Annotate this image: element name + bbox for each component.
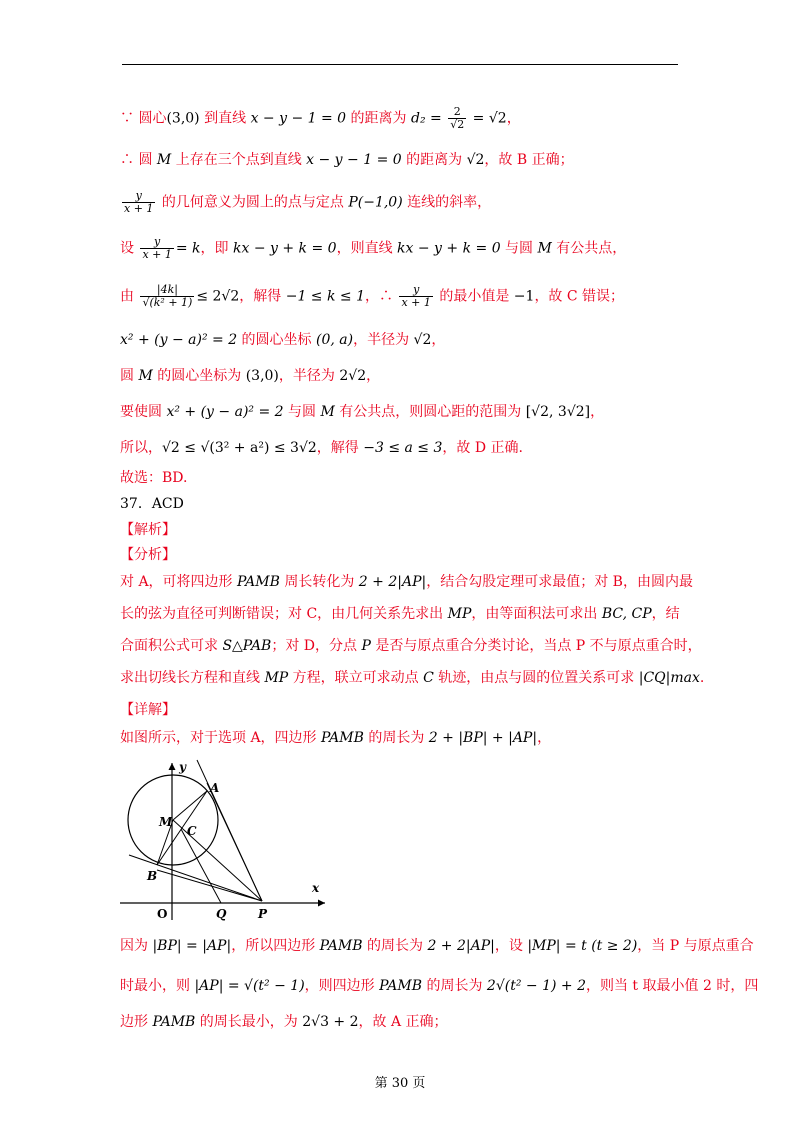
label-m: M: [159, 815, 173, 829]
tag-fenxi: 【分析】: [120, 547, 176, 563]
fraction: $\frac{y}{x + 1}$: [142, 235, 172, 261]
label-x: x: [312, 881, 320, 895]
answer-line: 故选：BD.: [120, 470, 188, 486]
text-line-6: x² + (y − a)² = 2 的圆心坐标 (0, a)，半径为 √2，: [120, 332, 446, 348]
tag-jiexi: 【解析】: [120, 522, 176, 538]
text-line-5: 由 $\frac{|4k|}{\text{√(k² + 1)}}$ ≤ 2√2，解得 −1 ≤ k ≤ 1，∴ $\frac{y}{x + 1}$ 的最小值是 −1，故 C 错误；: [120, 283, 625, 309]
fraction: $\frac{|4k|}{\text{√(k² + 1)}}$: [142, 283, 193, 309]
analysis-line-4: 求出切线长方程和直线 MP 方程，联立可求动点 C 轨迹，由点与圆的位置关系可求 |CQ|max.: [120, 670, 705, 686]
text-line-4: 设 $\frac{y}{x + 1}$ = k，即 kx − y + k = 0，则直线 kx − y + k = 0 与圆 M 有公共点，: [120, 235, 627, 261]
analysis-line-1: 对 A，可将四边形 PAMB 周长转化为 2 + 2|AP|，结合勾股定理可求最值；对 B，由圆内最: [120, 574, 693, 590]
fraction: $\frac{y}{x + 1}$: [124, 189, 154, 215]
detail-line-1: 因为 |BP| = |AP|，所以四边形 PAMB 的周长为 2 + 2|AP|，设 |MP| = t (t ≥ 2)，当 P 与原点重合: [120, 938, 754, 954]
tag-xiangjie: 【详解】: [120, 702, 176, 718]
detail-intro: 如图所示，对于选项 A，四边形 PAMB 的周长为 2 + |BP| + |AP|，: [120, 730, 552, 746]
analysis-line-2: 长的弦为直径可判断错误；对 C，由几何关系先求出 MP，由等面积法可求出 BC, CP，结: [120, 606, 680, 622]
label-o: O: [157, 907, 168, 921]
text-line-7: 圆 M 的圆心坐标为 (3,0)，半径为 2√2，: [120, 368, 381, 384]
fraction: $\frac{y}{x + 1}$: [401, 283, 431, 309]
label-b: B: [147, 869, 158, 883]
question-37-answer: 37．ACD: [120, 496, 184, 512]
label-p: P: [258, 907, 268, 921]
detail-line-2: 时最小，则 |AP| = √(t² − 1)，则四边形 PAMB 的周长为 2√(t² − 1) + 2，则当 t 取最小值 2 时，四: [120, 978, 759, 994]
label-c: C: [187, 824, 197, 838]
text-line-1: ∵ 圆心(3,0) 到直线 x − y − 1 = 0 的距离为 d₂ = $\frac{2}{√2}$ = √2，: [120, 105, 521, 131]
text-line-3: $\frac{y}{x + 1}$ 的几何意义为圆上的点与定点 P(−1,0) 连线的斜率，: [124, 189, 492, 215]
page-number: 第 30 页: [374, 1076, 426, 1091]
geometry-figure: [115, 755, 335, 925]
header-rule: [122, 64, 678, 65]
detail-line-3: 边形 PAMB 的周长最小，为 2√3 + 2，故 A 正确；: [120, 1014, 448, 1030]
label-q: Q: [216, 907, 227, 921]
analysis-line-3: 合面积公式可求 S△PAB；对 D，分点 P 是否与原点重合分类讨论，当点 P 不与原点重合时，: [120, 638, 702, 654]
label-y: y: [179, 760, 186, 774]
text-line-8: 要使圆 x² + (y − a)² = 2 与圆 M 有公共点，则圆心距的范围为 [√2, 3√2]，: [120, 404, 605, 420]
text-line-9: 所以，√2 ≤ √(3² + a²) ≤ 3√2，解得 −3 ≤ a ≤ 3，故 D 正确.: [120, 440, 523, 456]
label-a: A: [210, 781, 220, 795]
fraction: $\frac{2}{√2}$: [450, 105, 465, 131]
text-line-2: ∴ 圆 M 上存在三个点到直线 x − y − 1 = 0 的距离为 √2，故 B 正确；: [120, 152, 574, 168]
